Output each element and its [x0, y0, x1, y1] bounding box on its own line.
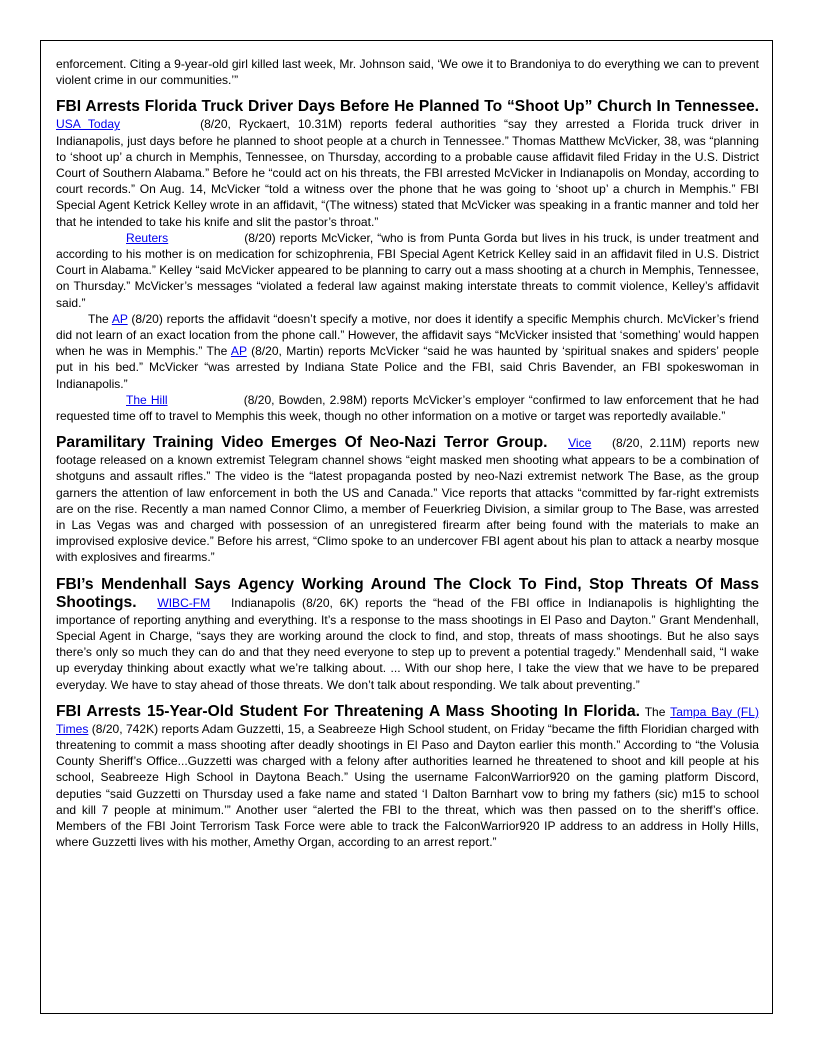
story-text: Indianapolis (8/20, 6K) reports the “head of the FBI office in Indianapolis is highlighting the importance of reporting anything and everything. It’s a response to the mass shootings in El Paso and Dayton.” Grant Mendenhall, Special Agent in Charge, “says they are working around the clock to find, and stop, threats of mass shootings. But he also says there’s only so much they can do and that they need everyone to step up to prevent a potential tragedy.” Mendenhall said, “I wake up everyday thinking about exactly what we’re talking about. ... With our shop here, I take the view that we have to be prepared everyday. We have to stay ahead of those threats. We don’t talk about responding. We talk about preventing.”: [56, 595, 759, 692]
source-link-ap[interactable]: AP: [230, 344, 247, 359]
story-paragraph: [56, 576, 759, 693]
story-paragraph: [56, 311, 759, 392]
story-text: (8/20, Ryckaert, 10.31M) reports federal authorities “say they arrested a Florida truck driver in Indianapolis, just days before he planned to shoot people at a church in Tennessee.” Thomas Matthew McVicker, 38, was “planning to ‘shoot up’ a church in Memphis, Tennessee, on Thursday, according to a probable cause affidavit filed Friday in the U.S. District Court of Southern Alabama.” Before he “could act on his threats, the FBI arrested McVicker in Indianapolis on Monday, according to court records.” On Aug. 14, McVicker “told a witness over the phone that he was going to ‘shoot up’ a church in Memphis.” FBI Special Agent Ketrick Kelley wrote in an affidavit, “(The witness) stated that McVicker was speaking in a frantic manner and told her that he intended to take his knife and slit the pastor’s throat.”: [56, 117, 759, 229]
story-text: (8/20, 2.11M) reports new footage released on a known extremist Telegram channel shows “eight masked men shooting what appears to be a combination of shotguns and assault rifles.” The video is the “latest propaganda posted by neo-Nazi extremist network The Base, as the group garners the attention of law enforcement in both the US and Canada.” Vice reports that attacks “committed by far-right extremists are on the rise. Recently a man named Connor Climo, a member of Feuerkrieg Division, a similar group to The Base, was arrested in Las Vegas was and charged with possession of an unregistered firearm after being found with the materials to make an improvised explosive device.” Before his arrest, “Climo spoke to an undercover FBI agent about his plan to attack a nearby mosque with explosives and firearms.”: [56, 436, 759, 565]
story-paragraph: [56, 230, 759, 311]
story-paragraph: [56, 98, 759, 229]
story-headline: FBI Arrests 15-Year-Old Student For Threatening A Mass Shooting In Florida.: [56, 702, 640, 720]
source-link-reuters[interactable]: Reuters: [126, 230, 169, 245]
source-link-tampa-bay-times[interactable]: Tampa Bay (FL) Times: [56, 704, 759, 736]
story-neo-nazi-video: [56, 434, 759, 565]
story-text: (8/20, Martin) reports McVicker “said he was haunted by ‘spiritual snakes and spiders’ people put in his bed.” McVicker “was arrested by Indiana State Police and the FBI, said Chris Bavender, an FBI spokeswoman in Indianapolis.”: [56, 344, 759, 391]
story-text: The: [644, 704, 666, 719]
story-headline: FBI’s Mendenhall Says Agency Working Around The Clock To Find, Stop Threats Of Mass Shootings.: [56, 575, 759, 611]
document-body: [56, 56, 759, 850]
story-mendenhall: [56, 576, 759, 693]
continuation-paragraph: enforcement. Citing a 9-year-old girl killed last week, Mr. Johnson said, ‘We owe it to Brandoniya to do everything we can to prevent violent crime in our communities.’”: [56, 57, 759, 88]
source-link-usa-today[interactable]: USA Today: [56, 117, 121, 132]
source-link-ap[interactable]: AP: [111, 311, 128, 326]
story-headline: FBI Arrests Florida Truck Driver Days Before He Planned To “Shoot Up” Church In Tennessee.: [56, 98, 759, 116]
story-student-threat: [56, 703, 759, 851]
story-paragraph: [56, 392, 759, 424]
story-text: (8/20) reports McVicker, “who is from Punta Gorda but lives in his truck, is under treatment and according to his mother is on medication for schizophrenia, FBI Special Agent Ketrick Kelley said in an affidavit filed in U.S. District Court in Alabama.” Kelley “said McVicker appeared to be planning to carry out a mass shooting at a church in Memphis, Tennessee, on Thursday.” McVicker’s messages “violated a federal law against making interstate threats to commit violence, Kelley’s affidavit said.”: [56, 230, 759, 310]
story-headline: Paramilitary Training Video Emerges Of Neo-Nazi Terror Group.: [56, 434, 548, 452]
story-text: (8/20) reports the affidavit “doesn’t specify a motive, nor does it identify a specific Memphis church. McVicker’s friend did not learn of an exact location from the phone call.” However, the affidavit says “McVicker insisted that ‘something’ would happen when he was in Memphis.” The: [56, 311, 759, 359]
source-link-wibc-fm[interactable]: WIBC-FM: [157, 595, 211, 610]
story-text: (8/20, Bowden, 2.98M) reports McVicker’s employer “confirmed to law enforcement that he had requested time off to travel to Memphis this week, though no other information on a motive or target was reportedly available.”: [56, 392, 759, 424]
source-link-vice[interactable]: Vice: [568, 436, 592, 451]
story-text: (8/20, 742K) reports Adam Guzzetti, 15, a Seabreeze High School student, on Friday “became the fifth Floridian charged with threatening to commit a mass shooting after deadly shootings in El Paso and Dayton earlier this month.” According to “the Volusia County Sheriff’s Office...Guzzetti was charged with a felony after authorities learned he threatened to shoot and kill people at his school, Seabreeze High School in Daytona Beach.” Using the username FalconWarrior920 on the gaming platform Discord, deputies “said Guzzetti on Thursday used a fake name and stated ‘I Dalton Barnhart vow to bring my fathers (sic) m15 to school and kill 7 people at minimum.’” Another user “alerted the FBI to the threat, which was then passed on to the sheriff’s office. Members of the FBI Joint Terrorism Task Force were able to track the FalconWarrior920 IP address to an address in Holly Hills, where Guzzetti lives with his mother, Amethy Organ, according to an arrest report.”: [56, 721, 759, 850]
story-paragraph: [56, 703, 759, 851]
source-link-the-hill[interactable]: The Hill: [126, 392, 168, 407]
story-truck-driver: [56, 98, 759, 424]
story-text: The: [88, 311, 109, 326]
story-paragraph: [56, 434, 759, 565]
